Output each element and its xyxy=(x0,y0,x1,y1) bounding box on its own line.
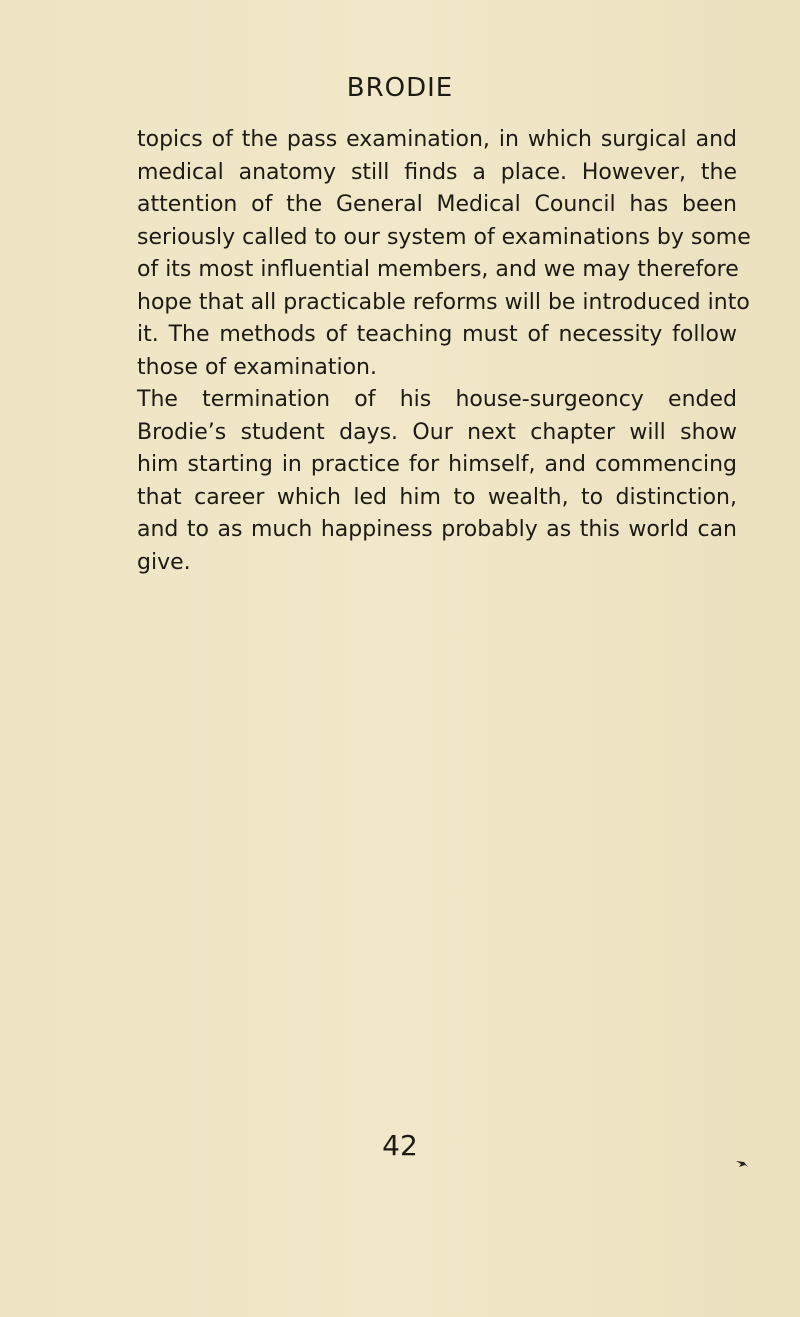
text-line: of its most influential members, and we may therefore xyxy=(137,257,739,282)
text-line: topics of the pass examination, in which surgical and xyxy=(137,127,737,152)
running-head: BRODIE xyxy=(346,73,454,103)
text-line: medical anatomy still finds a place. However, the xyxy=(137,159,737,185)
text-line: attention of the General Medical Council has been xyxy=(137,192,737,217)
ink-mark-icon xyxy=(736,1160,748,1168)
text-line: seriously called to our system of examinations by some xyxy=(137,224,751,250)
paragraph-1 xyxy=(137,124,751,384)
paragraph-2 xyxy=(137,384,737,579)
text-line: those of examination. xyxy=(137,354,377,380)
text-line: give. xyxy=(137,549,191,575)
text-line: it. The methods of teaching must of necessity follow xyxy=(137,322,737,347)
text-line: hope that all practicable reforms will be introduced into xyxy=(137,289,750,315)
page-number: 42 xyxy=(382,1129,418,1162)
body-text xyxy=(137,124,751,579)
text-line: that career which led him to wealth, to distinction, xyxy=(137,484,737,510)
text-line: Brodie’s student days. Our next chapter will show xyxy=(137,419,737,445)
text-line: The termination of his house-surgeoncy ended xyxy=(137,387,737,412)
text-line: and to as much happiness probably as this world can xyxy=(137,517,737,542)
text-line: him starting in practice for himself, and commencing xyxy=(137,452,737,477)
